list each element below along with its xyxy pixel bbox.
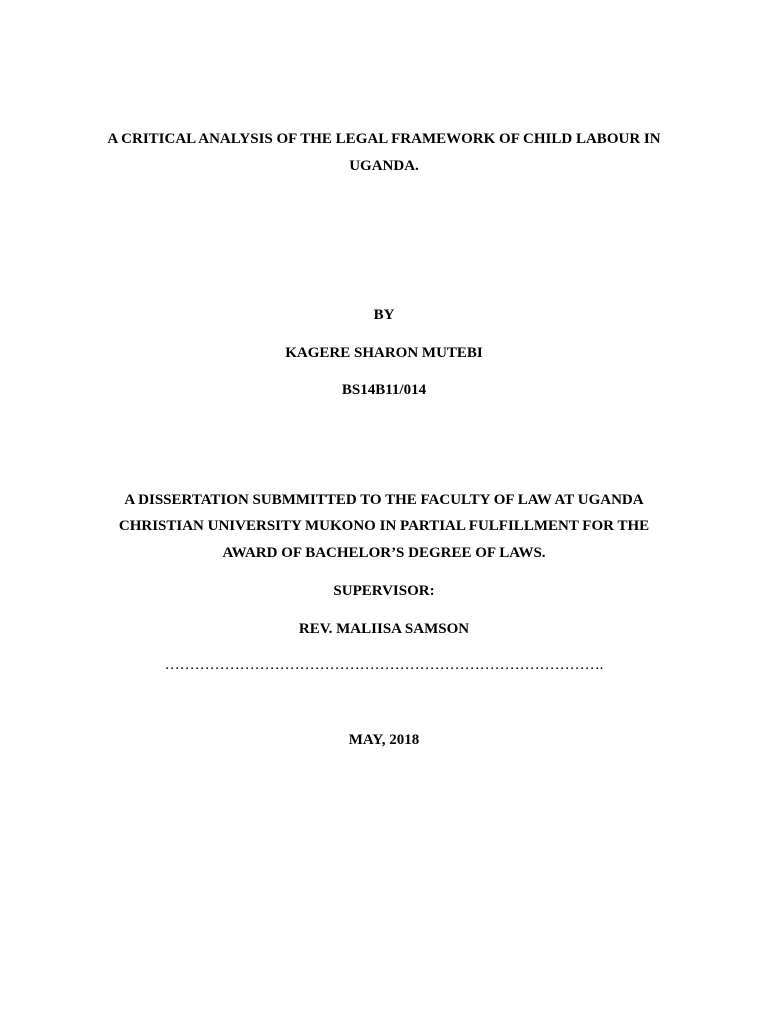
submission-line-1: A DISSERTATION SUBMMITTED TO THE FACULTY OF LAW AT UGANDA [124, 492, 644, 508]
by-label: BY [373, 307, 395, 323]
title-line-1: A CRITICAL ANALYSIS OF THE LEGAL FRAMEWORK OF CHILD LABOUR IN [107, 131, 661, 147]
supervisor-label: SUPERVISOR: [333, 583, 435, 599]
submission-line-3: AWARD OF BACHELOR’S DEGREE OF LAWS. [222, 545, 546, 561]
signature-line: ……………………………………………………………………………. [164, 657, 604, 673]
author-name: KAGERE SHARON MUTEBI [285, 345, 483, 361]
registration-number: BS14B11/014 [341, 382, 427, 398]
supervisor-name: REV. MALIISA SAMSON [298, 621, 470, 637]
submission-line-2: CHRISTIAN UNIVERSITY MUKONO IN PARTIAL FULFILLMENT FOR THE [118, 518, 650, 534]
submission-date: MAY, 2018 [348, 732, 420, 748]
title-line-2: UGANDA. [349, 158, 419, 174]
